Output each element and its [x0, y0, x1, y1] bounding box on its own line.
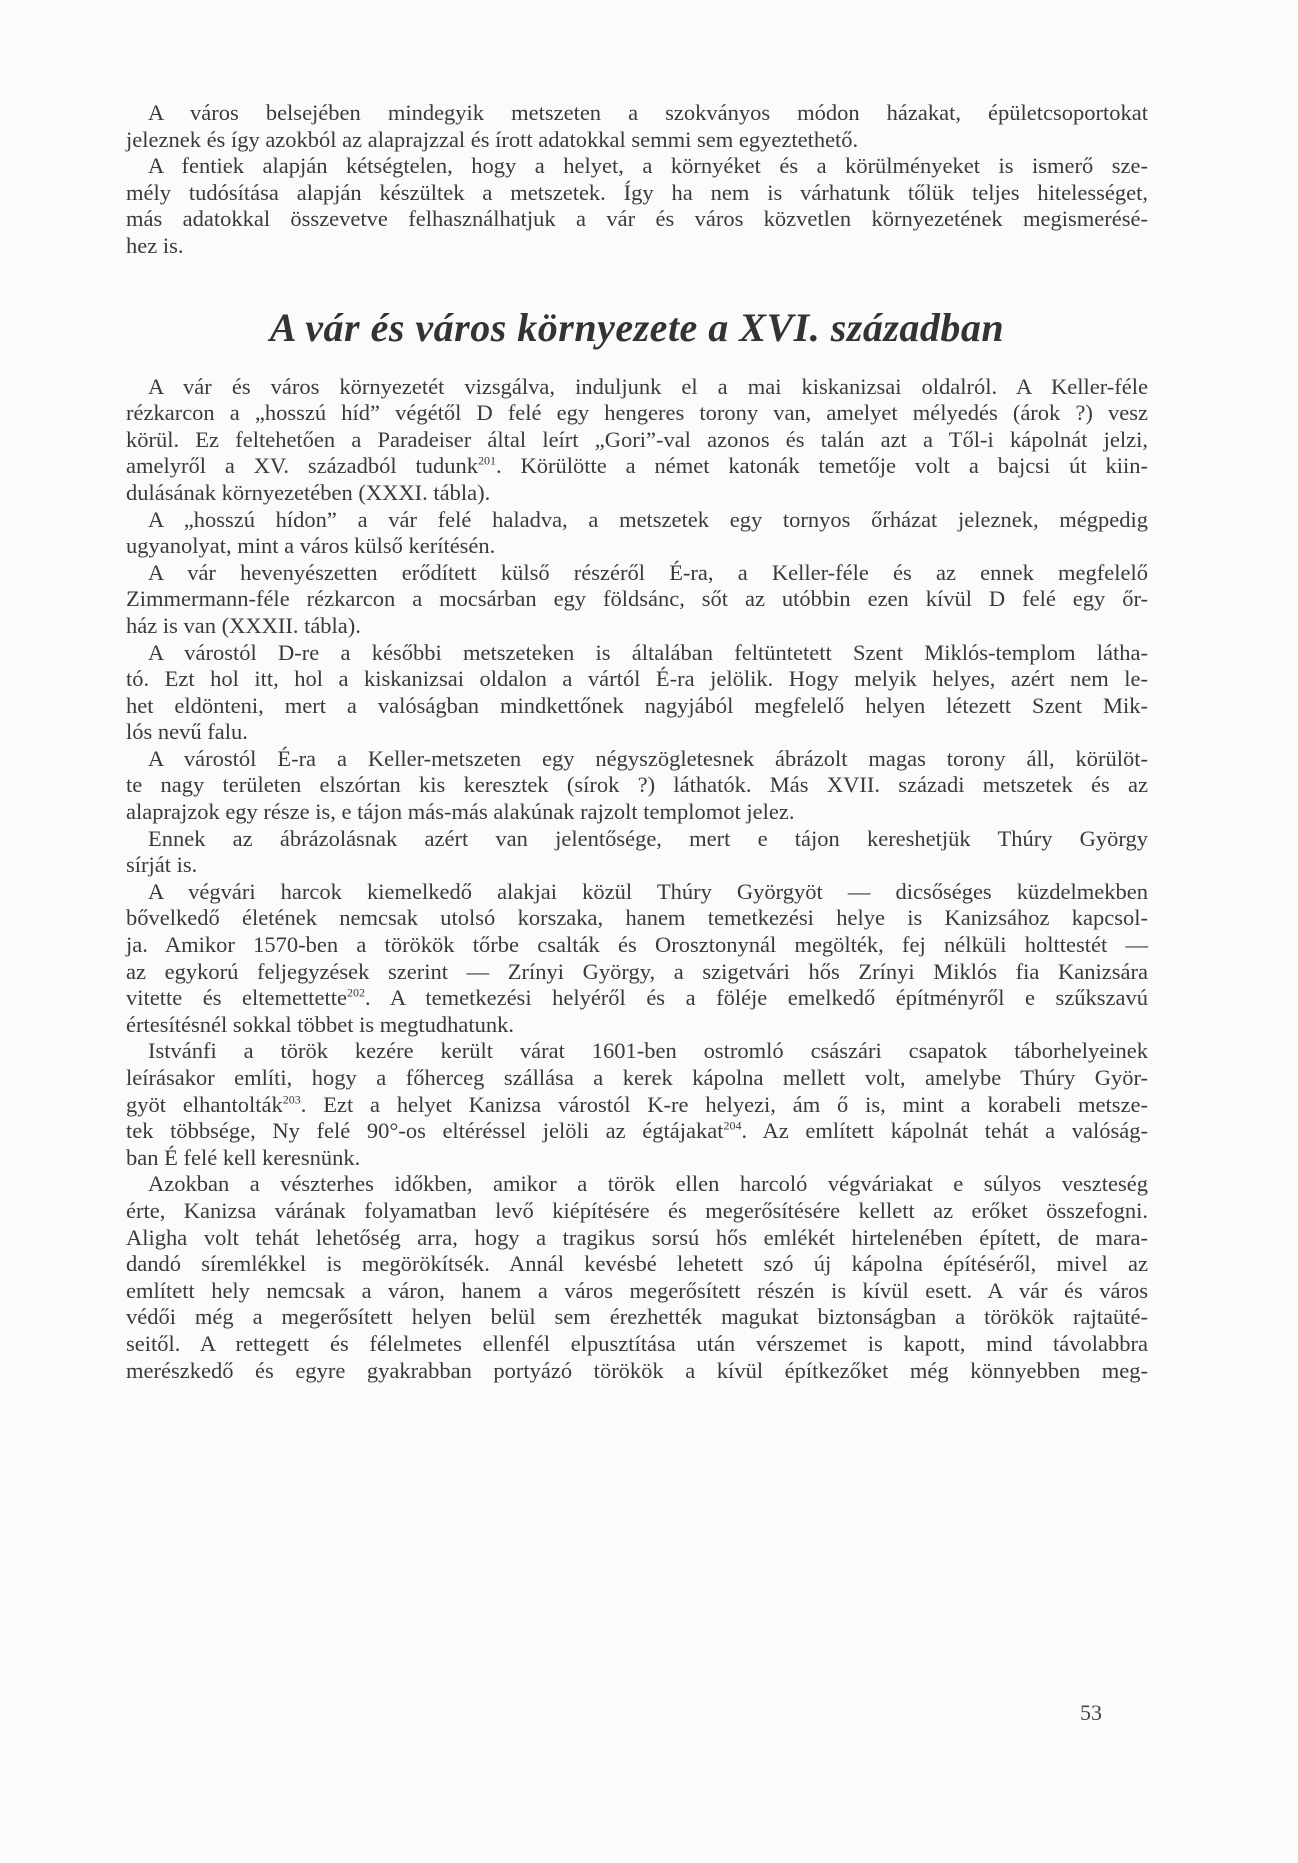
text-line	[126, 100, 1148, 127]
text-line	[126, 1358, 1148, 1385]
line-text: A várostól D-re a későbbi metszeteken is általában feltüntetett Szent Miklós-templom látha-	[148, 639, 1148, 665]
line-text: ja. Amikor 1570-ben a törökök tőrbe csalták és Orosztonynál megölték, fej nélküli holttestét —	[126, 932, 1148, 958]
text-line	[126, 153, 1148, 180]
text-line	[126, 1304, 1148, 1331]
line-text: az egykorú feljegyzések szerint — Zrínyi György, a szigetvári hős Zrínyi Miklós fia Kanizsára	[126, 958, 1148, 984]
line-text: lós nevű falu.	[126, 719, 248, 745]
text-line	[126, 1065, 1148, 1092]
line-text: A vár és város környezetét vizsgálva, induljunk el a mai kiskanizsai oldalról. A Keller-féle	[148, 373, 1148, 399]
line-text: dulásának környezetében (XXXI. tábla).	[126, 479, 491, 505]
text-line	[126, 693, 1148, 720]
text-line	[126, 1012, 1148, 1039]
line-text: ugyanolyat, mint a város külső kerítésén.	[126, 533, 496, 559]
text-line	[126, 127, 1148, 154]
line-text: ház is van (XXXII. tábla).	[126, 612, 361, 638]
line-text: sírját is.	[126, 852, 198, 878]
line-text: más adatokkal összevetve felhasználhatjuk a vár és város közvetlen környezetének megismerésé-	[126, 206, 1148, 232]
line-text: Istvánfi a török kezére került várat 1601-ben ostromló császári csapatok táborhelyeinek	[148, 1038, 1148, 1064]
line-text: A végvári harcok kiemelkedő alakjai közül Thúry Györgyöt — dicsőséges küzdelmekben	[148, 878, 1148, 904]
line-text: Zimmermann-féle rézkarcon a mocsárban egy földsánc, sőt az utóbbin ezen kívül D felé egy őr-	[126, 586, 1148, 612]
text-line	[126, 427, 1148, 454]
footnote-ref: 203	[282, 1092, 301, 1107]
page-number: 53	[1080, 1700, 1102, 1725]
intro-paragraphs	[126, 100, 1148, 260]
text-line	[126, 206, 1148, 233]
text-line	[126, 985, 1148, 1012]
text-line	[126, 453, 1148, 480]
line-text: leírásakor említi, hogy a főherceg szállása a kerek kápolna mellett volt, amelybe Thúry Györ-	[126, 1065, 1148, 1090]
line-text-continued: . Ezt a helyet Kanizsa várostól K-re helyezi, ám ő is, mint a korabeli metsze-	[300, 1091, 1148, 1117]
line-text: jeleznek és így azokból az alaprajzzal és írott adatokkal semmi sem egyeztethető.	[126, 126, 859, 152]
text-line	[126, 826, 1148, 853]
text-line	[126, 932, 1148, 959]
text-line	[126, 746, 1148, 773]
line-text: dandó síremlékkel is megörökítsék. Annál kevésbé lehetett szó új kápolna építéséről, mivel az	[126, 1251, 1148, 1277]
line-text: het eldönteni, mert a valóságban mindkettőnek nagyjából megfelelő helyen létezett Szent Mik-	[126, 692, 1148, 718]
line-text: Azokban a vészterhes időkben, amikor a török ellen harcoló végváriakat e súlyos veszteség	[148, 1171, 1148, 1197]
line-text: értesítésnél sokkal többet is megtudhatunk.	[126, 1011, 515, 1037]
footnote-ref: 201	[478, 453, 496, 468]
text-line	[126, 1092, 1148, 1119]
text-line	[126, 180, 1148, 207]
text-line	[126, 1171, 1148, 1198]
line-text: te nagy területen elszórtan kis keresztek (sírok ?) láthatók. Más XVII. századi metszetek és az	[126, 772, 1148, 798]
line-text-continued: . Az említett kápolnát tehát a valóság-	[741, 1118, 1148, 1144]
text-line	[126, 959, 1148, 986]
line-text: tek többsége, Ny felé 90°-os eltéréssel jelöli az égtájakat	[126, 1118, 724, 1144]
text-line	[126, 1251, 1148, 1278]
footnote-ref: 204	[723, 1118, 742, 1133]
line-text: bővelkedő életének nemcsak utolsó korszaka, hanem temetkezési helye is Kanizsához kapcsol-	[126, 905, 1148, 931]
text-line	[126, 879, 1148, 906]
line-text: gyöt elhantolták	[126, 1091, 283, 1117]
line-text: A „hosszú hídon” a vár felé haladva, a metszetek egy tornyos őrházat jeleznek, mégpedig	[148, 506, 1148, 532]
text-line	[126, 772, 1148, 799]
line-text: körül. Ez feltehetően a Paradeiser által leírt „Gori”-val azonos és talán azt a Től-i kápolnát jelzi,	[126, 426, 1148, 452]
text-line	[126, 613, 1148, 640]
line-text: védői még a megerősített helyen belül sem érezhették magukat biztonságban a törökök rajtaüté-	[126, 1304, 1148, 1330]
line-text: mély tudósítása alapján készültek a metszetek. Így ha nem is várhatunk tőlük teljes hitelességet,	[126, 179, 1148, 205]
line-text: A város belsejében mindegyik metszeten a szokványos módon házakat, épületcsoportokat	[148, 100, 1148, 125]
line-text: Ennek az ábrázolásnak azért van jelentősége, mert e tájon kereshetjük Thúry György	[148, 825, 1148, 851]
text-line	[126, 1118, 1148, 1145]
line-text-continued: . A temetkezési helyéről és a föléje emelkedő építményről e szűkszavú	[364, 985, 1148, 1011]
line-text: hez is.	[126, 232, 184, 258]
text-line	[126, 640, 1148, 667]
text-line	[126, 852, 1148, 879]
text-line	[126, 799, 1148, 826]
section-heading: A vár és város környezete a XVI. században	[269, 304, 1005, 350]
line-text: amelyről a XV. századból tudunk	[126, 453, 478, 479]
line-text: seitől. A rettegett és félelmetes ellenfél elpusztítása után vérszemet is kapott, mind távolabbra	[126, 1330, 1148, 1356]
footnote-ref: 202	[346, 985, 365, 1000]
text-line	[126, 374, 1148, 401]
text-line	[126, 1278, 1148, 1305]
line-text: Aligha volt tehát lehetőség arra, hogy a tragikus sorsú hős emlékét hirtelenében épített, de mara-	[126, 1224, 1148, 1250]
text-line	[126, 666, 1148, 693]
text-line	[126, 1145, 1148, 1172]
line-text: merészkedő és egyre gyakrabban portyázó törökök a kívül építkezőket még könnyebben meg-	[126, 1357, 1148, 1383]
text-line	[126, 1331, 1148, 1358]
text-line	[126, 586, 1148, 613]
text-line	[126, 233, 1148, 260]
text-line	[126, 400, 1148, 427]
text-line	[126, 507, 1148, 534]
body-paragraphs	[126, 374, 1148, 1385]
text-line	[126, 905, 1148, 932]
text-line	[126, 1198, 1148, 1225]
text-line	[126, 1038, 1148, 1065]
text-line	[126, 1225, 1148, 1252]
text-line	[126, 560, 1148, 587]
line-text: alaprajzok egy része is, e tájon más-más alakúnak rajzolt templomot jelez.	[126, 799, 795, 825]
line-text: említett hely nemcsak a váron, hanem a város megerősített részén is kívül esett. A vár és város	[126, 1277, 1148, 1303]
line-text: vitette és eltemettette	[126, 985, 347, 1011]
line-text: A fentiek alapján kétségtelen, hogy a helyet, a környéket és a körülményeket is ismerő sze-	[148, 153, 1148, 179]
line-text: érte, Kanizsa várának folyamatban levő kiépítésére és megerősítésére kellett az erőket összefogni.	[126, 1197, 1148, 1223]
line-text: A vár hevenyészetten erődített külső részéről É-ra, a Keller-féle és az ennek megfelelő	[148, 559, 1148, 585]
line-text: rézkarcon a „hosszú híd” végétől D felé egy hengeres torony van, amelyet mélyedés (árok ?) vesz	[126, 400, 1148, 426]
text-line	[126, 533, 1148, 560]
document-page	[126, 100, 1148, 1384]
line-text: A várostól É-ra a Keller-metszeten egy négyszögletesnek ábrázolt magas torony áll, körülöt-	[148, 745, 1148, 771]
line-text: ban É felé kell keresnünk.	[126, 1144, 361, 1170]
text-line	[126, 480, 1148, 507]
text-line	[126, 719, 1148, 746]
line-text: tó. Ezt hol itt, hol a kiskanizsai oldalon a vártól É-ra jelölik. Hogy melyik helyes, azért nem le-	[126, 666, 1148, 692]
line-text-continued: . Körülötte a német katonák temetője volt a bajcsi út kiin-	[496, 453, 1148, 479]
